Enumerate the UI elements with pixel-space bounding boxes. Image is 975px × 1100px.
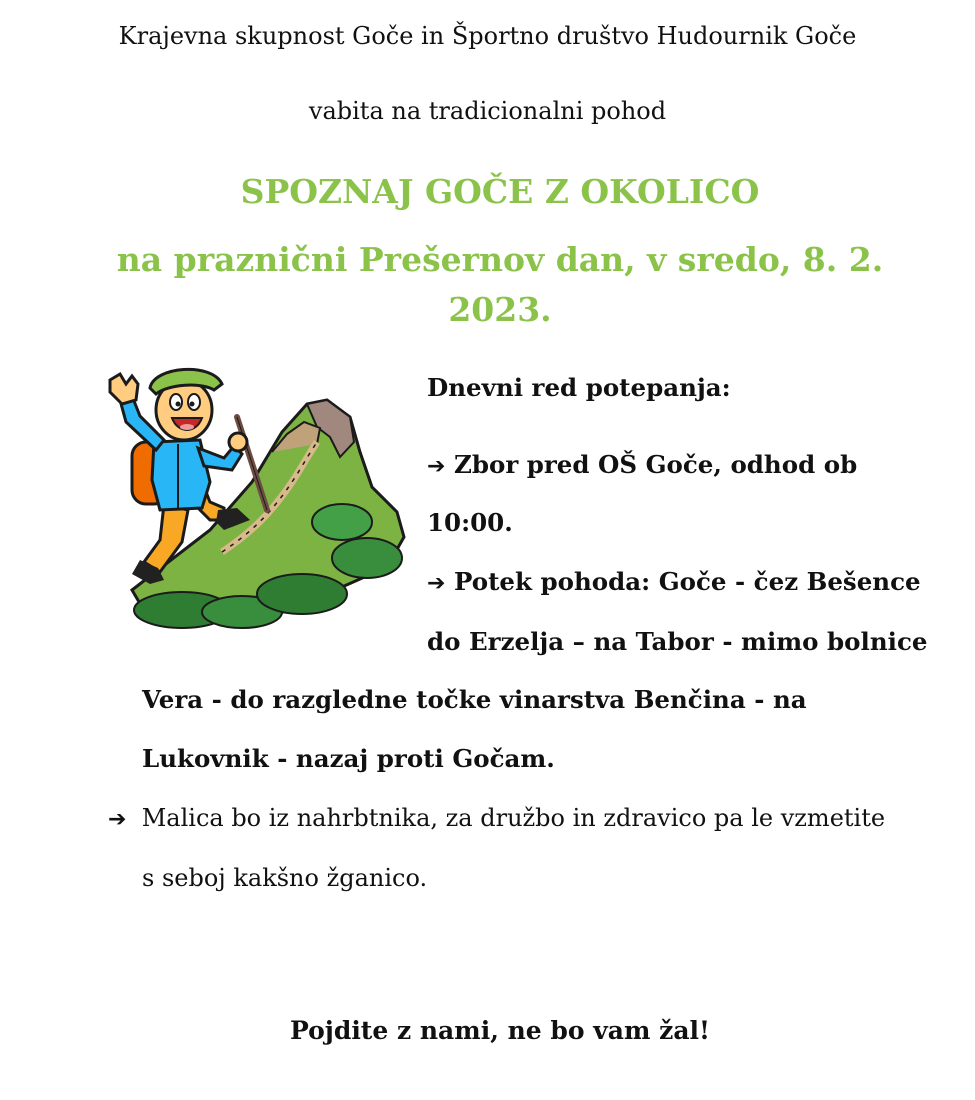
hiker-on-hill-icon (92, 362, 410, 637)
schedule-item-3-line-2: s seboj kakšno žganico. (142, 864, 428, 892)
event-title: SPOZNAJ GOČE Z OKOLICO (240, 172, 760, 211)
arrow-icon: ➔ (427, 454, 446, 479)
schedule-item-1-line-1: ➔ Zbor pred OŠ Goče, odhod ob (427, 450, 858, 479)
schedule-item-2-line-4: Lukovnik - nazaj proti Gočam. (142, 744, 555, 773)
event-date-line-2: 2023. (448, 290, 552, 329)
invite-line: vabita na tradicionalni pohod (308, 97, 667, 125)
schedule-item-3-line-1: ➔ Malica bo iz nahrbtnika, za družbo in zdravico pa le vzmetite (108, 804, 886, 832)
schedule-item-2-line-2: do Erzelja – na Tabor - mimo bolnice (427, 627, 928, 656)
arrow-icon: ➔ (108, 807, 127, 832)
event-date-line-1: na praznični Prešernov dan, v sredo, 8. 2. (116, 240, 884, 279)
closing-line: Pojdite z nami, ne bo vam žal! (289, 1016, 710, 1045)
schedule-item-2-line-3: Vera - do razgledne točke vinarstva Benčina - na (142, 685, 807, 714)
schedule-item-1-line-2: 10:00. (427, 508, 513, 537)
organizers-line: Krajevna skupnost Goče in Športno društvo Hudournik Goče (118, 22, 857, 50)
schedule-heading: Dnevni red potepanja: (427, 373, 731, 402)
arrow-icon: ➔ (427, 571, 446, 596)
schedule-item-2-line-1: ➔ Potek pohoda: Goče - čez Bešence (427, 567, 921, 596)
